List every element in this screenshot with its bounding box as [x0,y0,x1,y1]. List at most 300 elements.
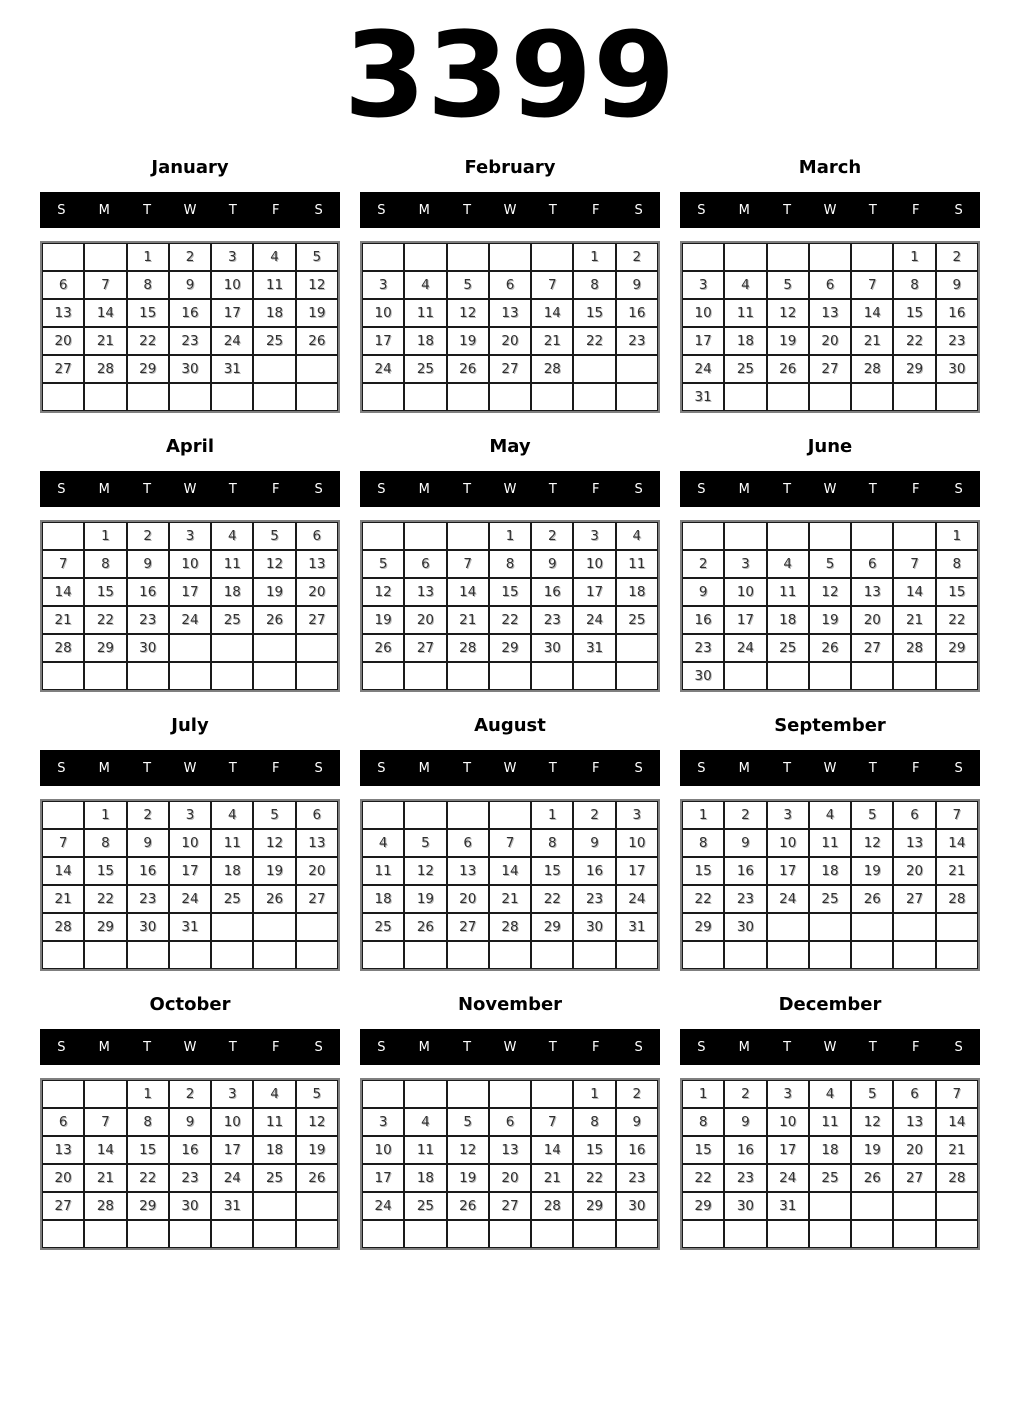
day-cell: 4 [253,1080,295,1108]
day-cell-empty [362,662,404,690]
day-cell-empty [296,634,338,662]
weekday-label: M [98,760,110,776]
day-cell-empty [489,662,531,690]
day-cell-empty [84,662,126,690]
day-cell: 17 [169,857,211,885]
weekday-label: F [591,202,600,218]
day-cell: 2 [531,522,573,550]
day-cell: 22 [84,606,126,634]
day-cell-empty [447,662,489,690]
day-cell: 12 [296,271,338,299]
day-cell: 24 [767,1164,809,1192]
day-cell: 24 [169,606,211,634]
day-cell-empty [127,1220,169,1248]
day-cell: 22 [936,606,978,634]
month-june [680,435,980,692]
day-cell-empty [211,941,253,969]
weekday-header [360,750,660,786]
day-cell: 28 [531,1192,573,1220]
day-cell-empty [127,383,169,411]
day-cell: 2 [169,1080,211,1108]
day-cell-empty [211,634,253,662]
day-cell-empty [936,662,978,690]
weekday-label: T [783,1039,792,1055]
day-cell: 15 [893,299,935,327]
day-cell-empty [447,383,489,411]
day-cell: 14 [42,857,84,885]
day-cell-empty [84,1220,126,1248]
month-title: June [807,436,853,457]
day-cell: 2 [682,550,724,578]
day-cell: 19 [253,857,295,885]
day-cell-empty [573,355,615,383]
day-cell: 25 [211,885,253,913]
day-cell: 9 [127,829,169,857]
day-cell: 17 [573,578,615,606]
day-cell-empty [127,662,169,690]
weekday-label: F [591,760,600,776]
day-cell: 16 [724,857,766,885]
day-cell: 21 [531,1164,573,1192]
day-cell: 4 [616,522,658,550]
month-title: October [149,994,231,1015]
day-cell: 6 [296,801,338,829]
day-cell: 15 [489,578,531,606]
weekday-label: T [228,760,237,776]
weekday-label: T [143,202,152,218]
weekday-label: M [98,202,110,218]
day-cell: 27 [296,885,338,913]
day-cell: 4 [809,1080,851,1108]
day-cell: 11 [616,550,658,578]
day-cell: 24 [616,885,658,913]
weekday-label: S [57,202,66,218]
weekday-label: T [228,1039,237,1055]
day-cell: 10 [767,1108,809,1136]
day-cell: 25 [253,1164,295,1192]
day-cell: 27 [404,634,446,662]
weekday-label: W [503,202,517,218]
weekday-label: T [143,760,152,776]
day-cell-empty [489,383,531,411]
day-grid [680,799,980,971]
weekday-label: W [183,202,197,218]
month-july [40,714,340,971]
day-cell: 16 [531,578,573,606]
weekday-label: M [418,202,430,218]
weekday-label: S [314,1039,323,1055]
day-cell: 14 [851,299,893,327]
day-cell: 5 [447,1108,489,1136]
day-cell: 4 [767,550,809,578]
day-cell: 13 [296,829,338,857]
weekday-label: T [868,202,877,218]
day-cell: 11 [724,299,766,327]
weekday-label: S [697,760,706,776]
day-cell: 8 [936,550,978,578]
day-cell-empty [362,1220,404,1248]
day-cell: 15 [682,857,724,885]
day-cell-empty [809,662,851,690]
day-cell-empty [809,913,851,941]
day-cell: 21 [489,885,531,913]
weekday-label: T [548,760,557,776]
day-cell-empty [169,1220,211,1248]
day-cell-empty [362,1080,404,1108]
day-cell-empty [42,801,84,829]
weekday-header [40,471,340,507]
weekday-header [40,192,340,228]
day-cell-empty [362,243,404,271]
day-cell: 9 [616,1108,658,1136]
weekday-label: T [463,1039,472,1055]
day-cell: 19 [447,327,489,355]
day-cell: 30 [169,355,211,383]
day-cell: 21 [84,327,126,355]
day-cell: 24 [362,355,404,383]
day-cell: 20 [489,327,531,355]
day-cell: 28 [42,913,84,941]
day-cell: 17 [682,327,724,355]
day-cell: 5 [851,1080,893,1108]
day-cell: 12 [296,1108,338,1136]
day-grid [40,241,340,413]
day-cell: 25 [211,606,253,634]
day-cell: 18 [404,327,446,355]
weekday-label: T [228,202,237,218]
day-cell: 14 [42,578,84,606]
day-cell-empty [573,383,615,411]
day-cell: 7 [42,829,84,857]
day-cell: 11 [362,857,404,885]
day-cell: 19 [851,1136,893,1164]
month-february [360,156,660,413]
day-cell: 7 [531,1108,573,1136]
month-april [40,435,340,692]
day-cell: 8 [84,550,126,578]
weekday-label: S [377,481,386,497]
day-cell: 17 [211,1136,253,1164]
weekday-label: M [98,1039,110,1055]
day-cell: 29 [531,913,573,941]
month-december [680,993,980,1250]
day-cell: 13 [809,299,851,327]
day-cell: 26 [767,355,809,383]
day-cell: 28 [936,885,978,913]
day-cell: 4 [809,801,851,829]
day-cell: 15 [531,857,573,885]
weekday-label: F [271,760,280,776]
day-cell: 9 [682,578,724,606]
day-grid [680,1078,980,1250]
day-cell: 5 [767,271,809,299]
day-cell: 5 [404,829,446,857]
day-cell: 5 [253,522,295,550]
day-cell: 31 [616,913,658,941]
weekday-label: S [697,481,706,497]
day-cell: 30 [531,634,573,662]
day-cell: 16 [616,1136,658,1164]
day-cell: 20 [489,1164,531,1192]
day-cell: 24 [169,885,211,913]
day-cell: 7 [851,271,893,299]
day-cell: 23 [573,885,615,913]
day-cell: 28 [851,355,893,383]
day-cell: 1 [682,801,724,829]
day-cell: 7 [531,271,573,299]
day-cell-empty [573,1220,615,1248]
day-cell-empty [724,662,766,690]
day-cell-empty [893,1220,935,1248]
day-cell: 17 [767,1136,809,1164]
weekday-label: S [314,481,323,497]
day-cell-empty [296,662,338,690]
day-cell: 30 [127,634,169,662]
day-cell: 25 [809,885,851,913]
day-cell-empty [616,634,658,662]
weekday-label: T [548,202,557,218]
day-cell-empty [767,913,809,941]
day-cell-empty [489,243,531,271]
weekday-label: W [503,760,517,776]
day-cell-empty [253,1220,295,1248]
day-cell: 13 [489,299,531,327]
day-cell: 3 [169,522,211,550]
day-cell: 6 [489,271,531,299]
day-cell: 28 [42,634,84,662]
day-cell: 26 [296,1164,338,1192]
day-cell: 18 [809,1136,851,1164]
day-cell: 14 [489,857,531,885]
day-cell: 23 [127,606,169,634]
day-cell: 30 [682,662,724,690]
day-cell: 28 [84,1192,126,1220]
day-cell: 12 [851,1108,893,1136]
day-cell: 29 [127,1192,169,1220]
day-cell: 25 [404,355,446,383]
day-cell: 2 [573,801,615,829]
day-cell: 22 [682,885,724,913]
month-title: February [464,157,556,178]
day-cell-empty [296,1192,338,1220]
day-cell: 16 [573,857,615,885]
day-cell: 22 [84,885,126,913]
day-cell-empty [616,1220,658,1248]
day-cell-empty [936,383,978,411]
day-cell: 21 [531,327,573,355]
day-cell-empty [936,1192,978,1220]
day-cell: 2 [724,1080,766,1108]
day-cell-empty [362,383,404,411]
day-cell: 1 [936,522,978,550]
day-cell: 2 [724,801,766,829]
day-cell: 6 [42,1108,84,1136]
weekday-label: S [57,1039,66,1055]
day-cell: 17 [616,857,658,885]
day-cell: 23 [682,634,724,662]
day-cell-empty [404,1080,446,1108]
day-cell: 24 [682,355,724,383]
day-cell: 20 [42,327,84,355]
day-cell-empty [809,243,851,271]
month-title: November [457,994,563,1015]
month-title: August [474,715,546,736]
day-cell: 21 [42,606,84,634]
day-cell-empty [851,1220,893,1248]
day-cell-empty [682,1220,724,1248]
day-cell: 19 [767,327,809,355]
day-cell-empty [724,941,766,969]
day-cell: 21 [42,885,84,913]
weekday-label: T [228,481,237,497]
day-cell-empty [851,522,893,550]
day-cell: 6 [42,271,84,299]
day-cell-empty [169,941,211,969]
day-cell-empty [447,1080,489,1108]
day-cell-empty [724,243,766,271]
day-cell-empty [851,243,893,271]
day-cell: 16 [169,1136,211,1164]
day-cell: 29 [84,634,126,662]
day-cell: 13 [447,857,489,885]
day-cell: 18 [211,857,253,885]
day-cell-empty [296,941,338,969]
day-cell-empty [489,1220,531,1248]
day-cell-empty [767,941,809,969]
day-cell-empty [682,941,724,969]
day-cell: 14 [531,1136,573,1164]
day-cell: 12 [767,299,809,327]
day-cell: 17 [724,606,766,634]
weekday-header [680,471,980,507]
day-cell: 27 [42,355,84,383]
day-cell-empty [936,913,978,941]
day-grid [680,241,980,413]
day-cell-empty [851,1192,893,1220]
day-cell: 8 [127,1108,169,1136]
day-cell-empty [253,1192,295,1220]
day-cell: 16 [724,1136,766,1164]
month-title: September [774,715,886,736]
day-cell: 27 [489,1192,531,1220]
day-cell: 14 [84,299,126,327]
month-title: March [798,157,862,178]
day-cell-empty [404,941,446,969]
day-cell: 6 [296,522,338,550]
weekday-label: F [271,1039,280,1055]
day-cell: 4 [211,522,253,550]
weekday-label: S [377,760,386,776]
weekday-label: F [271,202,280,218]
weekday-label: M [738,481,750,497]
day-cell: 29 [84,913,126,941]
weekday-label: T [548,481,557,497]
day-cell: 13 [851,578,893,606]
day-cell: 3 [767,1080,809,1108]
day-cell: 3 [682,271,724,299]
day-cell-empty [893,662,935,690]
weekday-label: S [954,1039,963,1055]
day-cell-empty [531,662,573,690]
month-october [40,993,340,1250]
day-cell: 27 [296,606,338,634]
day-cell: 4 [404,1108,446,1136]
day-cell: 12 [447,1136,489,1164]
day-cell-empty [893,1192,935,1220]
day-cell: 15 [127,1136,169,1164]
day-cell: 10 [362,299,404,327]
day-cell: 7 [893,550,935,578]
day-cell: 18 [253,1136,295,1164]
day-cell: 20 [809,327,851,355]
day-cell-empty [404,522,446,550]
month-march [680,156,980,413]
month-august [360,714,660,971]
day-cell: 20 [893,1136,935,1164]
day-cell: 21 [893,606,935,634]
day-cell: 26 [253,606,295,634]
day-cell: 3 [169,801,211,829]
day-cell: 20 [42,1164,84,1192]
day-cell: 31 [573,634,615,662]
day-cell: 21 [84,1164,126,1192]
day-cell: 16 [936,299,978,327]
weekday-header [360,192,660,228]
weekday-label: S [697,1039,706,1055]
day-cell: 10 [767,829,809,857]
day-cell-empty [169,383,211,411]
day-cell: 2 [127,801,169,829]
day-cell-empty [84,383,126,411]
day-cell: 20 [296,857,338,885]
day-cell: 16 [682,606,724,634]
day-cell-empty [936,941,978,969]
day-cell-empty [296,913,338,941]
day-cell: 17 [767,857,809,885]
weekday-header [40,1029,340,1065]
day-cell: 24 [767,885,809,913]
day-cell: 19 [851,857,893,885]
day-cell: 19 [809,606,851,634]
day-cell: 1 [682,1080,724,1108]
day-cell: 30 [616,1192,658,1220]
day-cell: 31 [682,383,724,411]
day-cell-empty [211,662,253,690]
day-cell: 11 [404,299,446,327]
day-cell: 7 [447,550,489,578]
day-cell: 2 [127,522,169,550]
weekday-label: T [868,760,877,776]
day-cell: 29 [682,1192,724,1220]
day-cell: 26 [253,885,295,913]
day-cell: 15 [127,299,169,327]
day-cell-empty [42,941,84,969]
day-cell: 13 [893,829,935,857]
day-cell: 20 [296,578,338,606]
day-cell: 11 [809,1108,851,1136]
day-cell-empty [489,941,531,969]
day-cell-empty [809,383,851,411]
day-cell: 31 [169,913,211,941]
day-cell: 25 [253,327,295,355]
day-cell: 23 [616,1164,658,1192]
day-cell: 26 [809,634,851,662]
day-cell: 1 [531,801,573,829]
weekday-label: F [911,1039,920,1055]
day-cell: 11 [253,1108,295,1136]
day-cell: 2 [616,243,658,271]
day-cell-empty [893,913,935,941]
